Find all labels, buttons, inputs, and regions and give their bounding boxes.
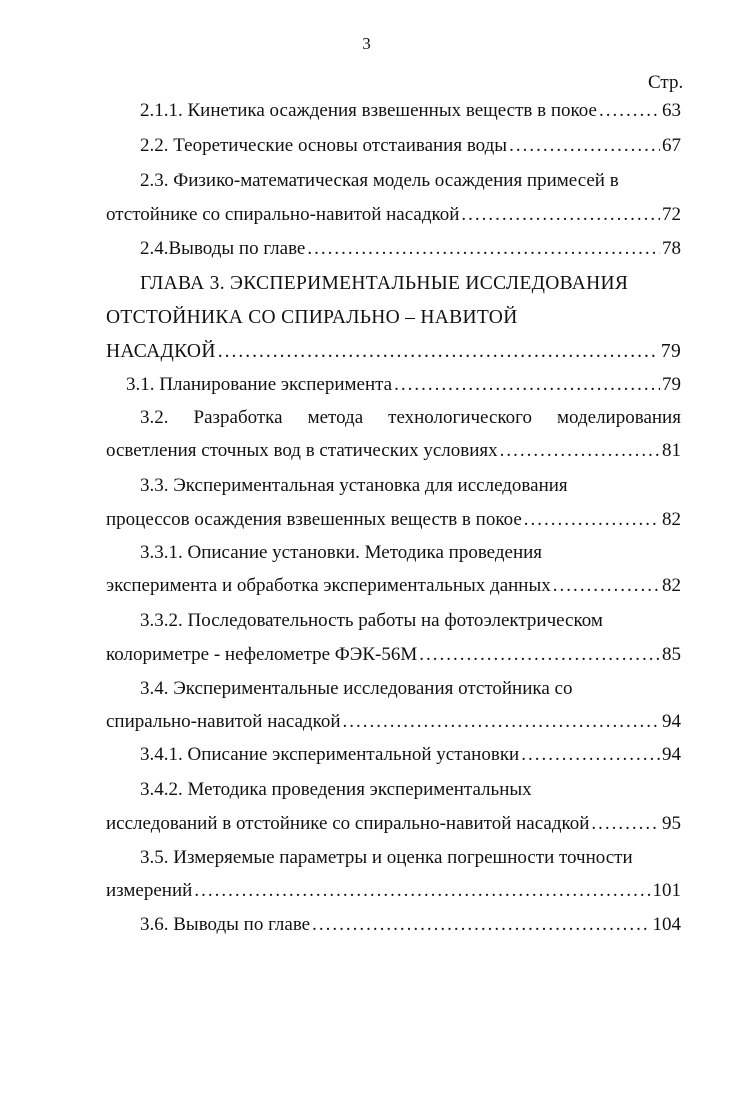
toc-entry-3-5[interactable] xyxy=(106,879,681,903)
dot-leader xyxy=(312,913,650,937)
toc-entry-2-3[interactable] xyxy=(106,203,681,227)
toc-entry-title: процессов осаждения взвешенных веществ в покое xyxy=(106,509,522,530)
word: метода xyxy=(307,407,364,428)
page-column-header: Стр. xyxy=(648,72,684,93)
toc-entry-title: исследований в отстойнике со спирально-навитой насадкой xyxy=(106,813,590,834)
toc-entry-3-3-2[interactable] xyxy=(106,643,681,667)
toc-entry-2-3-line1[interactable]: 2.3. Физико-математическая модель осаждения примесей в xyxy=(140,170,619,191)
toc-entry-page: 94 xyxy=(662,744,681,765)
page-number: 3 xyxy=(362,34,371,53)
toc-entry-title: осветления сточных вод в статических условиях xyxy=(106,440,498,461)
dot-leader xyxy=(461,203,660,227)
dot-leader xyxy=(419,643,660,667)
toc-entry-page: 95 xyxy=(662,813,681,834)
toc-entry-3-4[interactable] xyxy=(106,710,681,734)
word: моделирования xyxy=(557,407,681,428)
toc-entry-chapter-3[interactable] xyxy=(106,340,681,364)
chapter-3-title-line2[interactable]: ОТСТОЙНИКА СО СПИРАЛЬНО – НАВИТОЙ xyxy=(106,307,518,328)
toc-entry-page: 94 xyxy=(662,711,681,732)
toc-entry-page: 79 xyxy=(660,341,681,362)
toc-entry-page: 82 xyxy=(662,575,681,596)
toc-entry-3-5-line1[interactable]: 3.5. Измеряемые параметры и оценка погрешности точности xyxy=(140,847,633,868)
toc-entry-title: 2.4.Выводы по главе xyxy=(140,238,306,259)
dot-leader xyxy=(509,134,660,158)
toc-entry-page: 67 xyxy=(662,135,681,156)
dot-leader xyxy=(343,710,660,734)
word: Разработка xyxy=(193,407,283,428)
dot-leader xyxy=(599,99,660,123)
toc-entry-title: 3.4.1. Описание экспериментальной установки xyxy=(140,744,520,765)
dot-leader xyxy=(194,879,650,903)
toc-entry-title: отстойнике со спирально-навитой насадкой xyxy=(106,204,460,225)
toc-entry-title: 2.1.1. Кинетика осаждения взвешенных веществ в покое xyxy=(140,100,597,121)
toc-entry-title: 3.6. Выводы по главе xyxy=(140,914,311,935)
toc-entry-3-3-1-line1[interactable]: 3.3.1. Описание установки. Методика проведения xyxy=(140,542,543,563)
toc-entry-title: спирально-навитой насадкой xyxy=(106,711,341,732)
toc-entry-3-1[interactable] xyxy=(126,373,681,397)
toc-entry-3-3-line1[interactable]: 3.3. Экспериментальная установка для исследования xyxy=(140,475,568,496)
toc-entry-3-4-1[interactable] xyxy=(140,743,681,767)
dot-leader xyxy=(553,574,660,598)
toc-entry-page: 82 xyxy=(662,509,681,530)
toc-entry-3-4-line1[interactable]: 3.4. Экспериментальные исследования отстойника со xyxy=(140,678,573,699)
toc-entry-page: 79 xyxy=(662,374,681,395)
toc-entry-2-4[interactable] xyxy=(140,237,681,261)
dot-leader xyxy=(524,508,660,532)
toc-entry-page: 85 xyxy=(662,644,681,665)
toc-entry-2-2[interactable] xyxy=(140,134,681,158)
toc-entry-page: 63 xyxy=(662,100,681,121)
toc-entry-page: 81 xyxy=(662,440,681,461)
toc-entry-title: колориметре - нефелометре ФЭК-56М xyxy=(106,644,418,665)
toc-entry-3-3-2-line1[interactable]: 3.3.2. Последовательность работы на фотоэлектрическом xyxy=(140,610,603,631)
dot-leader xyxy=(521,743,660,767)
toc-entry-3-4-2[interactable] xyxy=(106,812,681,836)
toc-entry-page: 101 xyxy=(652,880,681,901)
toc-entry-3-3-1[interactable] xyxy=(106,574,681,598)
toc-entry-2-1-1[interactable] xyxy=(140,99,681,123)
dot-leader xyxy=(500,439,660,463)
toc-entry-3-4-2-line1[interactable]: 3.4.2. Методика проведения экспериментальных xyxy=(140,779,532,800)
toc-entry-3-2[interactable] xyxy=(106,439,681,463)
toc-entry-title: 2.2. Теоретические основы отстаивания воды xyxy=(140,135,508,156)
dot-leader xyxy=(218,340,659,364)
toc-entry-page: 104 xyxy=(652,914,681,935)
toc-entry-title: 3.1. Планирование эксперимента xyxy=(126,374,393,395)
word: 3.2. xyxy=(140,407,169,428)
toc-entry-3-2-line1[interactable] xyxy=(140,406,681,430)
dot-leader xyxy=(591,812,660,836)
toc-entry-3-6[interactable] xyxy=(140,913,681,937)
toc-entry-title: НАСАДКОЙ xyxy=(106,341,216,362)
toc-entry-title: измерений xyxy=(106,880,193,901)
chapter-3-title-line1[interactable]: ГЛАВА 3. ЭКСПЕРИМЕНТАЛЬНЫЕ ИССЛЕДОВАНИЯ xyxy=(140,273,629,294)
toc-entry-page: 72 xyxy=(662,204,681,225)
dot-leader xyxy=(307,237,660,261)
toc-entry-3-3[interactable] xyxy=(106,508,681,532)
dot-leader xyxy=(394,373,660,397)
toc-entry-page: 78 xyxy=(662,238,681,259)
toc-entry-title: эксперимента и обработка экспериментальных данных xyxy=(106,575,551,596)
word: технологического xyxy=(388,407,532,428)
